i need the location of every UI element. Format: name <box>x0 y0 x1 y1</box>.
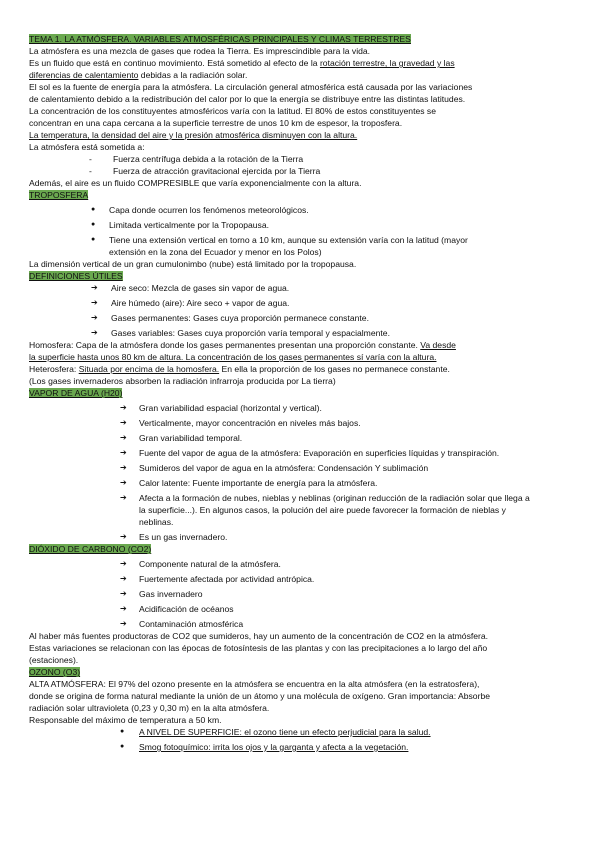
paragraph: ALTA ATMÓSFERA: El 97% del ozono presente en la atmósfera se encuentra en la alta atmósfera (en la estratosfera), <box>29 679 480 689</box>
paragraph: Estas variaciones se relacionan con las épocas de fotosíntesis de las plantas y con las precipitaciones a lo largo del año <box>29 643 488 653</box>
list-item: ● Limitada verticalmente por la Tropopausa. <box>29 219 577 231</box>
list-item: ➔ Componente natural de la atmósfera. <box>29 558 577 570</box>
paragraph-heterosfera: Heterosfera: Situada por encima de la homosfera. En ella la proporción de los gases no permanece constante. <box>29 364 450 374</box>
intro-paragraph: La temperatura, la densidad del aire y la presión atmosférica disminuyen con la altura. <box>29 130 358 140</box>
paragraph: (estaciones). <box>29 655 79 665</box>
list-item: ➔ Fuente del vapor de agua de la atmósfera: Evaporación en superficies líquidas y transpiración. <box>29 447 577 459</box>
intro-paragraph: Es un fluido que está en continuo movimiento. Está sometido al efecto de la rotación terrestre, la gravedad y las <box>29 58 455 68</box>
intro-paragraph: Además, el aire es un fluido COMPRESIBLE que varía exponencialmente con la altura. <box>29 178 362 188</box>
section-heading-troposfera: TROPOSFERA <box>29 190 89 200</box>
list-item-continuation: la superficie...). En algunos casos, la polución del aire puede favorecer la formación de nieblas y <box>139 505 506 515</box>
list-item: - Fuerza centrífuga debida a la rotación de la Tierra <box>29 153 577 165</box>
list-item: ➔ Gran variabilidad espacial (horizontal y vertical). <box>29 402 577 414</box>
list-item: ➔ Gases permanentes: Gases cuya proporción permanece constante. <box>29 312 577 324</box>
list-item: ● Smog fotoquímico: irrita los ojos y la garganta y afecta a la vegetación. <box>29 741 577 753</box>
intro-paragraph: La atmósfera está sometida a: <box>29 142 145 152</box>
paragraph: radiación solar ultravioleta (0,23 y 0,30 m) en la alta atmósfera. <box>29 703 270 713</box>
list-item: ➔ Gas invernadero <box>29 588 577 600</box>
section-heading-ozono: OZONO (O3) <box>29 667 81 677</box>
list-item: ➔ Fuertemente afectada por actividad antrópica. <box>29 573 577 585</box>
intro-paragraph: La concentración de los constituyentes atmosféricos varía con la latitud. El 80% de estos constituyentes se <box>29 106 436 116</box>
list-item: ➔ Aire seco: Mezcla de gases sin vapor de agua. <box>29 282 577 294</box>
list-item: ➔ Acidificación de océanos <box>29 603 577 615</box>
list-item: ● Tiene una extensión vertical en torno a 10 km, aunque su extensión varía con la latitud (mayor <box>29 234 577 246</box>
paragraph-homosfera: Homosfera: Capa de la atmósfera donde los gases permanentes presentan una proporción constante. Va desde <box>29 340 456 350</box>
list-item-continuation: extensión en la zona del Ecuador y menor en los Polos) <box>109 247 322 257</box>
paragraph: La dimensión vertical de un gran cumulonimbo (nube) está limitado por la tropopausa. <box>29 259 357 269</box>
intro-paragraph: La atmósfera es una mezcla de gases que rodea la Tierra. Es imprescindible para la vida. <box>29 46 371 56</box>
list-item: ➔ Sumideros del vapor de agua en la atmósfera: Condensación Y sublimación <box>29 462 577 474</box>
intro-paragraph: de calentamiento debido a la redistribución del calor por lo que la energía se distribuye entre las distintas latitudes. <box>29 94 466 104</box>
intro-paragraph: diferencias de calentamiento debidas a la radiación solar. <box>29 70 248 80</box>
paragraph: donde se origina de forma natural mediante la unión de un átomo y una molécula de oxígeno. Gran importancia: Absorbe <box>29 691 491 701</box>
paragraph-homosfera: la superficie hasta unos 80 km de altura. La concentración de los gases permanentes sí varía con la altura. <box>29 352 437 362</box>
list-item: ➔ Gases variables: Gases cuya proporción varía temporal y espacialmente. <box>29 327 577 339</box>
list-item: - Fuerza de atracción gravitacional ejercida por la Tierra <box>29 165 577 177</box>
list-item: ➔ Verticalmente, mayor concentración en niveles más bajos. <box>29 417 577 429</box>
list-item: ➔ Contaminación atmosférica <box>29 618 577 630</box>
list-item: ● A NIVEL DE SUPERFICIE: el ozono tiene un efecto perjudicial para la salud. <box>29 726 577 738</box>
paragraph: Responsable del máximo de temperatura a 50 km. <box>29 715 222 725</box>
document-page <box>29 33 577 753</box>
list-item: ➔ Afecta a la formación de nubes, nieblas y neblinas (originan reducción de la radiación solar que llega a <box>29 492 577 504</box>
intro-paragraph: concentran en una capa cercana a la superficie terrestre de unos 10 km de espesor, la troposfera. <box>29 118 403 128</box>
list-item: ● Capa donde ocurren los fenómenos meteorológicos. <box>29 204 577 216</box>
section-heading-vapor: VAPOR DE AGUA (H20) <box>29 388 123 398</box>
list-item: ➔ Calor latente: Fuente importante de energía para la atmósfera. <box>29 477 577 489</box>
list-item: ➔ Aire húmedo (aire): Aire seco + vapor de agua. <box>29 297 577 309</box>
section-heading-co2: DIÓXIDO DE CARBONO (CO2) <box>29 544 152 554</box>
list-item: ➔ Es un gas invernadero. <box>29 531 577 543</box>
paragraph: (Los gases invernaderos absorben la radiación infrarroja producida por La tierra) <box>29 376 336 386</box>
list-item: ➔ Gran variabilidad temporal. <box>29 432 577 444</box>
section-heading-definiciones: DEFINICIONES ÚTILES <box>29 271 123 281</box>
list-item-continuation: neblinas. <box>139 517 174 527</box>
page-title: TEMA 1. LA ATMÓSFERA. VARIABLES ATMOSFÉRICAS PRINCIPALES Y CLIMAS TERRESTRES <box>29 34 411 44</box>
intro-paragraph: El sol es la fuente de energía para la atmósfera. La circulación general atmosférica está causada por las variaciones <box>29 82 473 92</box>
paragraph: Al haber más fuentes productoras de CO2 que sumideros, hay un aumento de la concentración de CO2 en la atmósfera. <box>29 631 489 641</box>
